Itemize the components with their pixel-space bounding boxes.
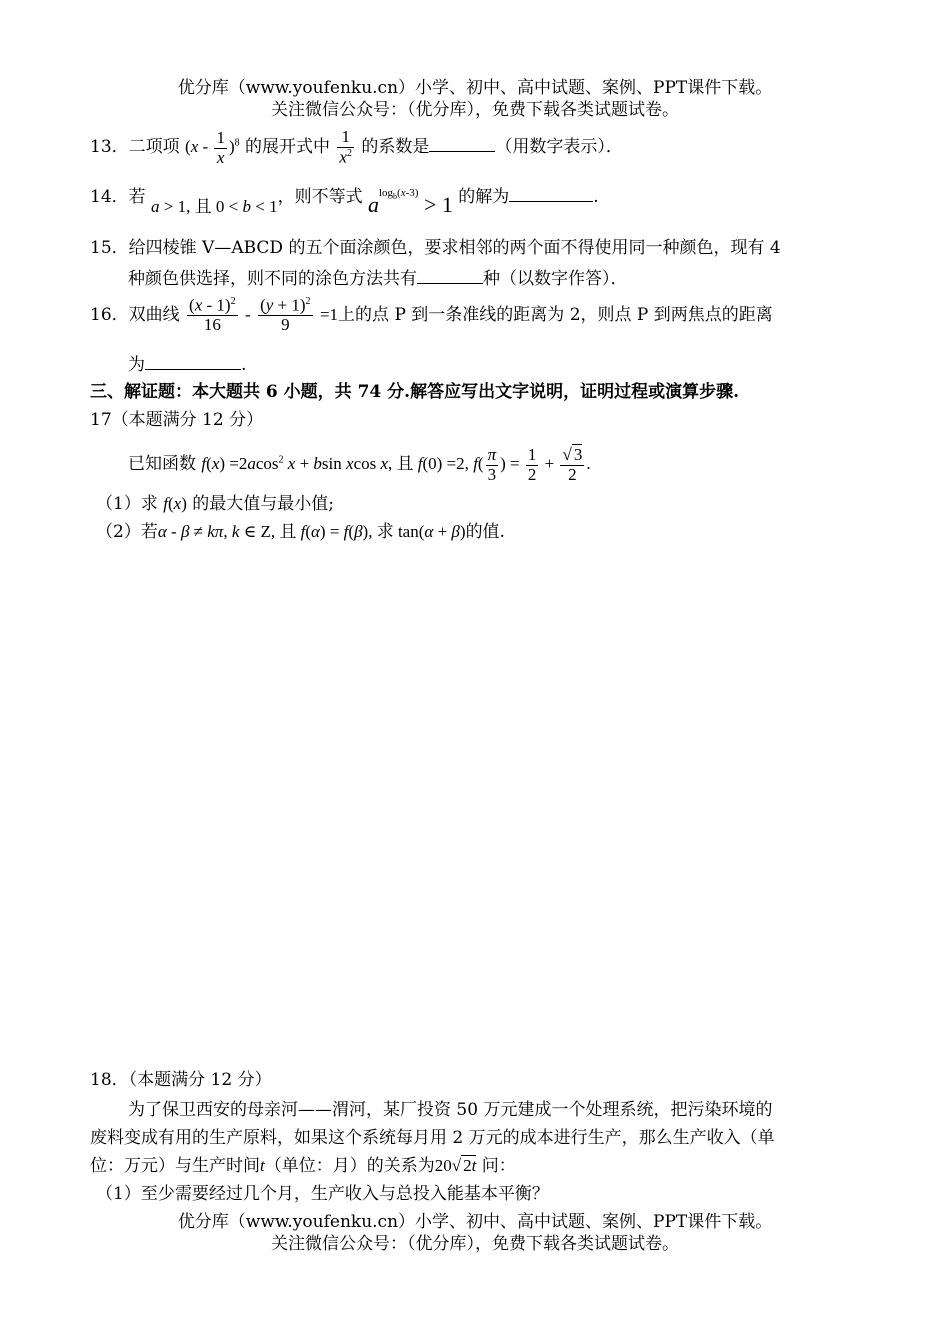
question-text: . <box>241 355 247 375</box>
footer-line-1: 优分库（www.youfenku.cn）小学、初中、高中试题、案例、PPT课件下载。 <box>177 1212 773 1232</box>
question-18-line-3: 位：万元）与生产时间t（单位：月）的关系为20√ 2t 问： <box>90 1156 516 1176</box>
question-text: （1）求 <box>96 494 158 514</box>
question-number: 15． <box>90 238 129 258</box>
question-text: 给四棱锥 V—ABCD 的五个面涂颜色，要求相邻的两个面不得使用同一种颜色，现有 4 <box>128 238 781 258</box>
function-definition: f(x) =2acos$^2$ x + bsin xcos x, 且 f(0) =2, f( $\frac{\pi}{3}$ ) = $\frac{1}{2}$ + $\frac{√ 3}{2}$ . <box>201 445 591 484</box>
question-15-line-1 <box>90 238 781 258</box>
question-text: 双曲线 <box>128 305 180 326</box>
question-text: 的值. <box>465 522 505 542</box>
income-expression: 20√ 2t <box>434 1156 477 1175</box>
question-number: 14． <box>90 187 129 207</box>
question-number: 16． <box>90 305 129 326</box>
hyperbola-term-2: $\frac{(y + 1)^2}{9}$ <box>260 295 311 335</box>
question-17-part-2 <box>96 522 505 542</box>
question-18-line-1: 为了保卫西安的母亲河——渭河，某厂投资 50 万元建成一个处理系统，把污染环境的 <box>128 1100 773 1120</box>
question-text: 二项项 <box>128 137 180 158</box>
answer-blank <box>509 184 593 202</box>
question-text: 为 <box>128 355 145 375</box>
hyperbola-term-1: $\frac{(x - 1)^2}{16}$ <box>189 295 236 335</box>
question-17-title: 17（本题满分 12 分） <box>90 410 264 430</box>
section-heading: 三、解证题：本大题共 6 小题，共 74 分.解答应写出文字说明，证明过程或演算步骤. <box>90 382 739 402</box>
question-text: 若 <box>128 187 146 207</box>
condition-expression: a > 1, 且 0 < b < 1 <box>151 197 278 216</box>
question-18-title: 18．（本题满分 12 分） <box>90 1070 272 1090</box>
question-18-line-2: 废料变成有用的生产原料，如果这个系统每月用 2 万元的成本进行生产，那么生产收入（单 <box>90 1128 775 1148</box>
question-text: 已知函数 <box>128 454 196 475</box>
answer-blank <box>429 134 495 152</box>
question-number: 13． <box>90 137 129 158</box>
header-line-1: 优分库（www.youfenku.cn）小学、初中、高中试题、案例、PPT课件下载。 <box>177 78 773 98</box>
question-17-part-1: （1）求 f(x) 的最大值与最小值; <box>96 494 334 514</box>
question-13 <box>90 128 623 167</box>
footer-line-2: 关注微信公众号：（优分库），免费下载各类试题试卷。 <box>271 1234 679 1254</box>
question-text: 上的点 P 到一条准线的距离为 2，则点 P 到两焦点的距离 <box>338 305 773 326</box>
question-text: 问： <box>481 1156 516 1176</box>
question-text: ，则不等式 <box>277 187 363 207</box>
answer-blank <box>145 352 241 370</box>
question-14 <box>90 182 599 217</box>
header-line-2: 关注微信公众号：（优分库），免费下载各类试题试卷。 <box>271 100 679 120</box>
question-text: 种（以数字作答）． <box>483 269 628 289</box>
question-17-intro <box>128 446 591 484</box>
question-text: 的解为 <box>458 187 510 207</box>
question-text: （2）若 <box>96 522 158 542</box>
question-text: 的最大值与最小值; <box>192 494 334 514</box>
question-text: 种颜色供选择，则不同的涂色方法共有 <box>128 269 417 289</box>
term-fraction: $\frac{1}{x^2}$ <box>339 127 352 167</box>
answer-blank <box>417 266 483 284</box>
question-text: （用数字表示）． <box>495 137 623 158</box>
question-text: 的展开式中 <box>245 137 331 158</box>
question-16-line-2 <box>128 352 246 375</box>
question-18-part-1: （1）至少需要经过几个月，生产收入与总投入能基本平衡？ <box>96 1184 549 1204</box>
binomial-expression: (x - $\frac{1}{x}$ )$^8$ <box>185 127 240 167</box>
question-16-line-1: 16．双曲线 $\frac{(x - 1)^2}{16}$ - $\frac{(y + 1)^2}{9}$ =1上的点 P 到一条准线的距离为 2，则点 P 到两焦点的距离 <box>90 295 773 335</box>
question-text: 位：万元）与生产时间 <box>90 1156 260 1176</box>
question-text: 的系数是 <box>361 137 430 158</box>
question-text: （单位：月）的关系为 <box>264 1156 435 1176</box>
inequality-expression: $a^{log_b(x-3)} > 1$ <box>367 186 453 217</box>
question-text: . <box>593 187 599 207</box>
question-15-line-2 <box>128 266 628 289</box>
condition-expression: α - β ≠ kπ, k ∈ Z, 且 f(α) = f(β), 求 tan(α + β) <box>157 522 466 541</box>
